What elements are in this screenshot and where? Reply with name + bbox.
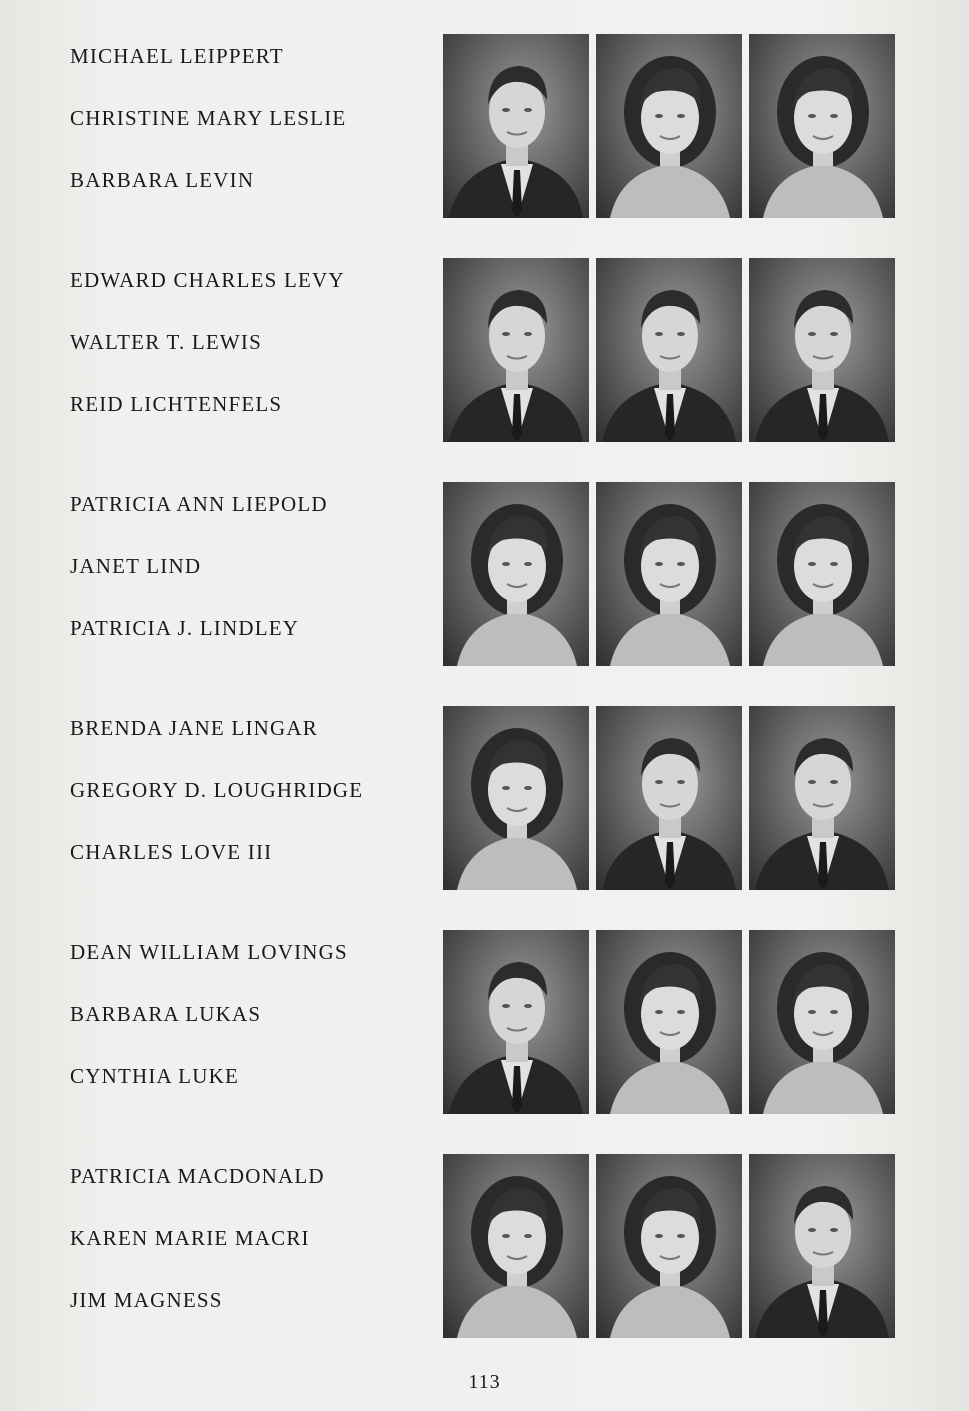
portrait-group xyxy=(0,930,969,1116)
student-portrait xyxy=(596,1154,742,1338)
portrait-silhouette xyxy=(596,34,742,218)
student-portrait xyxy=(443,258,589,442)
portrait-group xyxy=(0,482,969,668)
student-name: CYNTHIA LUKE xyxy=(70,1064,239,1088)
name-list xyxy=(70,930,430,1116)
student-portrait xyxy=(596,34,742,218)
name-list xyxy=(70,482,430,668)
student-name: DEAN WILLIAM LOVINGS xyxy=(70,940,348,964)
student-name: KAREN MARIE MACRI xyxy=(70,1226,310,1250)
portrait-silhouette xyxy=(443,930,589,1114)
name-list xyxy=(70,1154,430,1340)
student-name: MICHAEL LEIPPERT xyxy=(70,44,284,68)
portrait-silhouette xyxy=(443,258,589,442)
portrait-silhouette xyxy=(596,258,742,442)
student-portrait xyxy=(749,930,895,1114)
student-name: BRENDA JANE LINGAR xyxy=(70,716,318,740)
student-portrait xyxy=(749,706,895,890)
student-name: EDWARD CHARLES LEVY xyxy=(70,268,345,292)
student-name: CHARLES LOVE III xyxy=(70,840,273,864)
portrait-silhouette xyxy=(596,930,742,1114)
student-name: PATRICIA ANN LIEPOLD xyxy=(70,492,328,516)
portrait-silhouette xyxy=(749,34,895,218)
portrait-silhouette xyxy=(443,706,589,890)
student-name: REID LICHTENFELS xyxy=(70,392,283,416)
name-list xyxy=(70,34,430,220)
student-portrait xyxy=(749,34,895,218)
portrait-group xyxy=(0,706,969,892)
portrait-silhouette xyxy=(749,706,895,890)
portrait-silhouette xyxy=(749,258,895,442)
student-name: GREGORY D. LOUGHRIDGE xyxy=(70,778,364,802)
student-name: PATRICIA MACDONALD xyxy=(70,1164,325,1188)
portrait-silhouette xyxy=(749,930,895,1114)
student-portrait xyxy=(749,482,895,666)
student-portrait xyxy=(596,482,742,666)
portrait-silhouette xyxy=(443,34,589,218)
student-portrait xyxy=(443,1154,589,1338)
name-list xyxy=(70,706,430,892)
student-portrait xyxy=(596,930,742,1114)
portrait-group xyxy=(0,34,969,220)
student-name: JANET LIND xyxy=(70,554,202,578)
portrait-silhouette xyxy=(596,482,742,666)
portrait-silhouette xyxy=(443,1154,589,1338)
portrait-silhouette xyxy=(596,1154,742,1338)
student-portrait xyxy=(749,258,895,442)
student-portrait xyxy=(443,34,589,218)
student-portrait xyxy=(596,706,742,890)
portrait-silhouette xyxy=(749,482,895,666)
page-number: 113 xyxy=(468,1371,501,1393)
student-name: PATRICIA J. LINDLEY xyxy=(70,616,300,640)
student-portrait xyxy=(443,930,589,1114)
student-name: BARBARA LUKAS xyxy=(70,1002,262,1026)
student-name: BARBARA LEVIN xyxy=(70,168,255,192)
name-list xyxy=(70,258,430,444)
portrait-silhouette xyxy=(749,1154,895,1338)
student-name: CHRISTINE MARY LESLIE xyxy=(70,106,347,130)
portrait-group xyxy=(0,258,969,444)
portrait-silhouette xyxy=(443,482,589,666)
student-portrait xyxy=(443,482,589,666)
student-portrait xyxy=(596,258,742,442)
student-portrait xyxy=(443,706,589,890)
portrait-group xyxy=(0,1154,969,1340)
portrait-silhouette xyxy=(596,706,742,890)
student-name: WALTER T. LEWIS xyxy=(70,330,263,354)
student-name: JIM MAGNESS xyxy=(70,1288,223,1312)
student-portrait xyxy=(749,1154,895,1338)
